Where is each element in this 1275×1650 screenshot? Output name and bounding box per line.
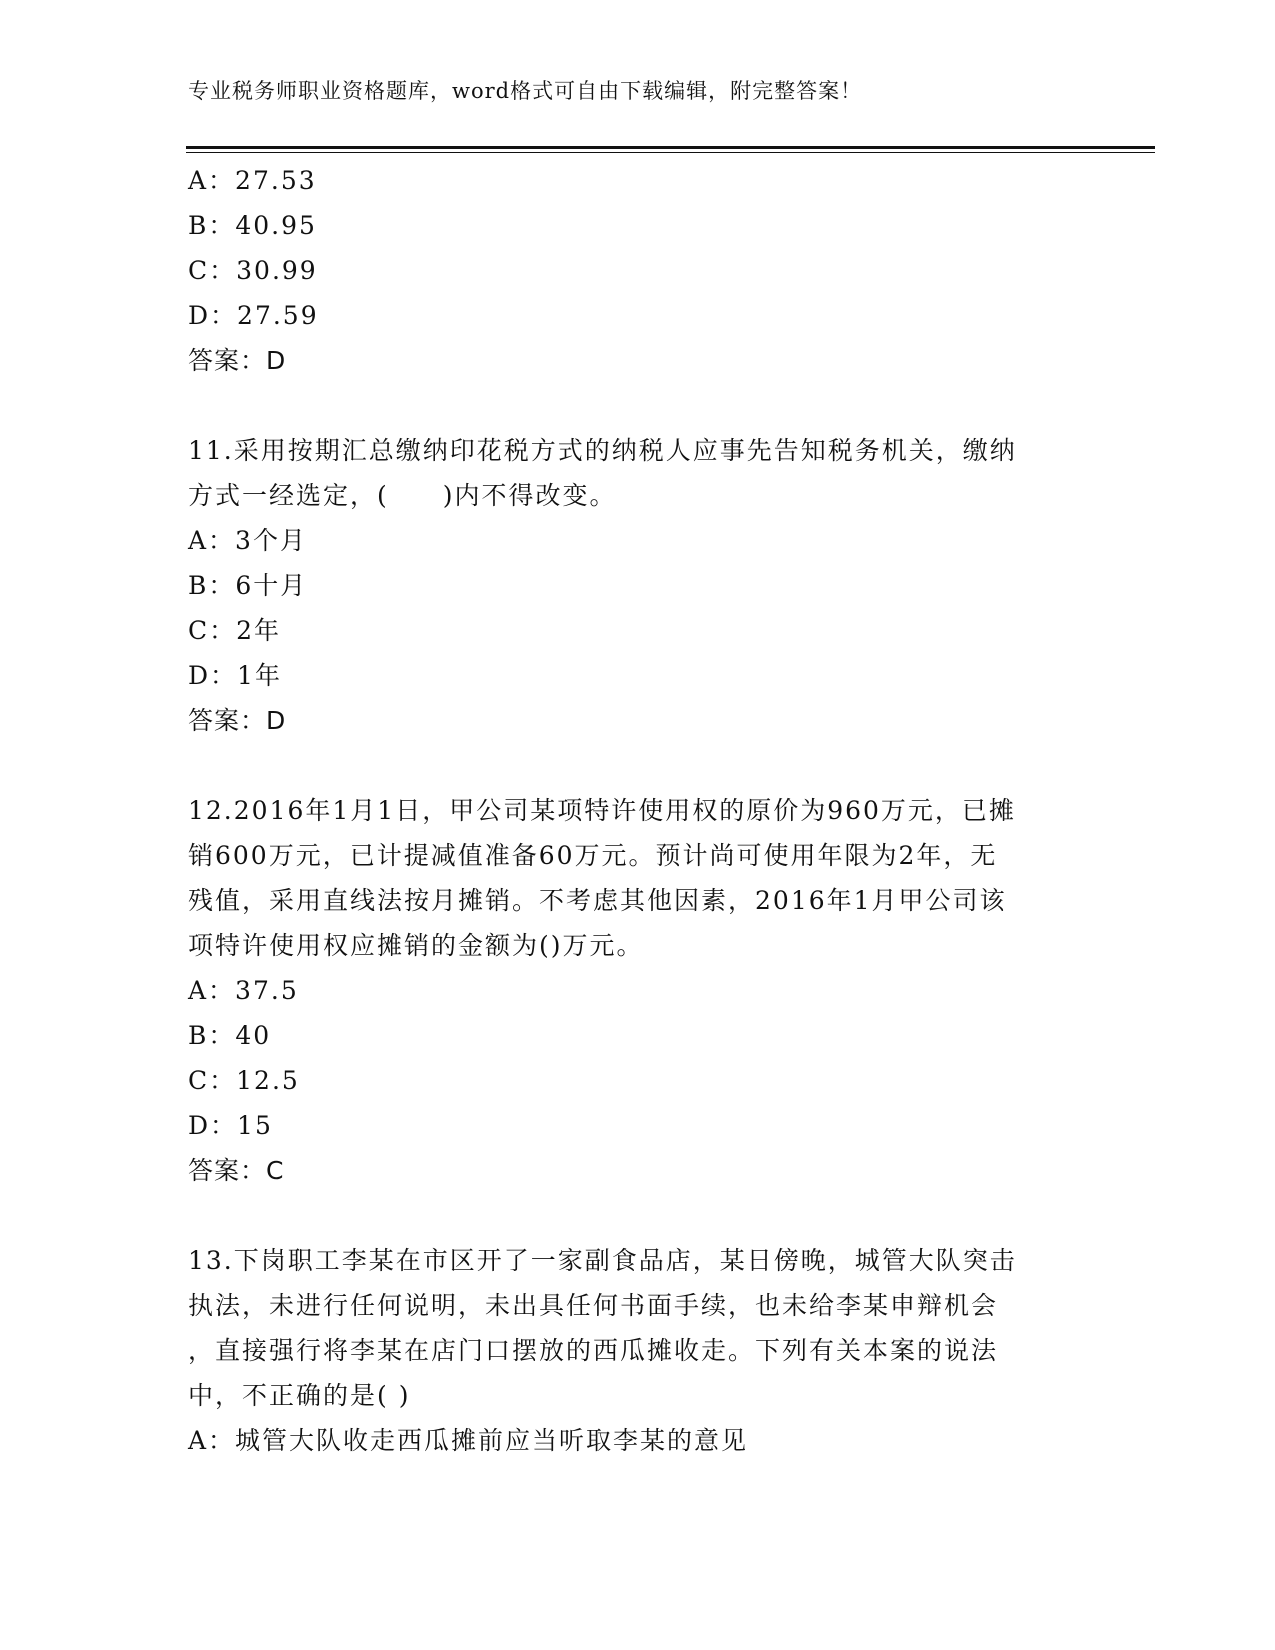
question-text-line: 销600万元，已计提减值准备60万元。预计尚可使用年限为2年，无 [188, 841, 998, 870]
question-10-answer: 答案：D [188, 346, 287, 375]
question-text-line: 12.2016年1月1日，甲公司某项特许使用权的原价为960万元，已摊 [188, 796, 1016, 825]
option-d: D：1年 [188, 661, 282, 690]
question-text-line: 方式一经选定，( )内不得改变。 [188, 481, 617, 510]
option-c: C：30.99 [188, 256, 318, 285]
question-11-answer: 答案：D [188, 706, 287, 735]
question-11 [188, 428, 1088, 743]
option-c: C：2年 [188, 616, 282, 645]
option-d: D：15 [188, 1111, 273, 1140]
question-text-line: 项特许使用权应摊销的金额为()万元。 [188, 931, 644, 960]
option-b: B：40.95 [188, 211, 317, 240]
header-divider-thin [186, 152, 1155, 153]
question-text-line: 11.采用按期汇总缴纳印花税方式的纳税人应事先告知税务机关，缴纳 [188, 436, 1017, 465]
option-a: A：27.53 [188, 166, 317, 195]
spacer [188, 1193, 1088, 1238]
question-text-line: 执法，未进行任何说明，未出具任何书面手续，也未给李某申辩机会 [188, 1291, 999, 1320]
question-13 [188, 1238, 1088, 1463]
option-a: A：37.5 [188, 976, 299, 1005]
option-b: B：6十月 [188, 571, 308, 600]
question-10-options [188, 158, 1088, 338]
spacer [188, 743, 1088, 788]
header-divider-thick [186, 146, 1155, 149]
option-d: D：27.59 [188, 301, 319, 330]
question-12 [188, 788, 1088, 1193]
option-c: C：12.5 [188, 1066, 300, 1095]
question-content [188, 158, 1088, 1463]
option-a: A：城管大队收走西瓜摊前应当听取李某的意见 [188, 1426, 749, 1455]
spacer [188, 383, 1088, 428]
page-header-title: 专业税务师职业资格题库，word格式可自由下载编辑，附完整答案！ [188, 79, 863, 103]
question-text-line: 残值，采用直线法按月摊销。不考虑其他因素，2016年1月甲公司该 [188, 886, 1007, 915]
option-a: A：3个月 [188, 526, 307, 555]
question-12-answer: 答案：C [188, 1156, 285, 1185]
question-text-line: 中，不正确的是( ) [188, 1381, 411, 1410]
question-text-line: ，直接强行将李某在店门口摆放的西瓜摊收走。下列有关本案的说法 [188, 1336, 999, 1365]
question-text-line: 13.下岗职工李某在市区开了一家副食品店，某日傍晚，城管大队突击 [188, 1246, 1017, 1275]
option-b: B：40 [188, 1021, 272, 1050]
